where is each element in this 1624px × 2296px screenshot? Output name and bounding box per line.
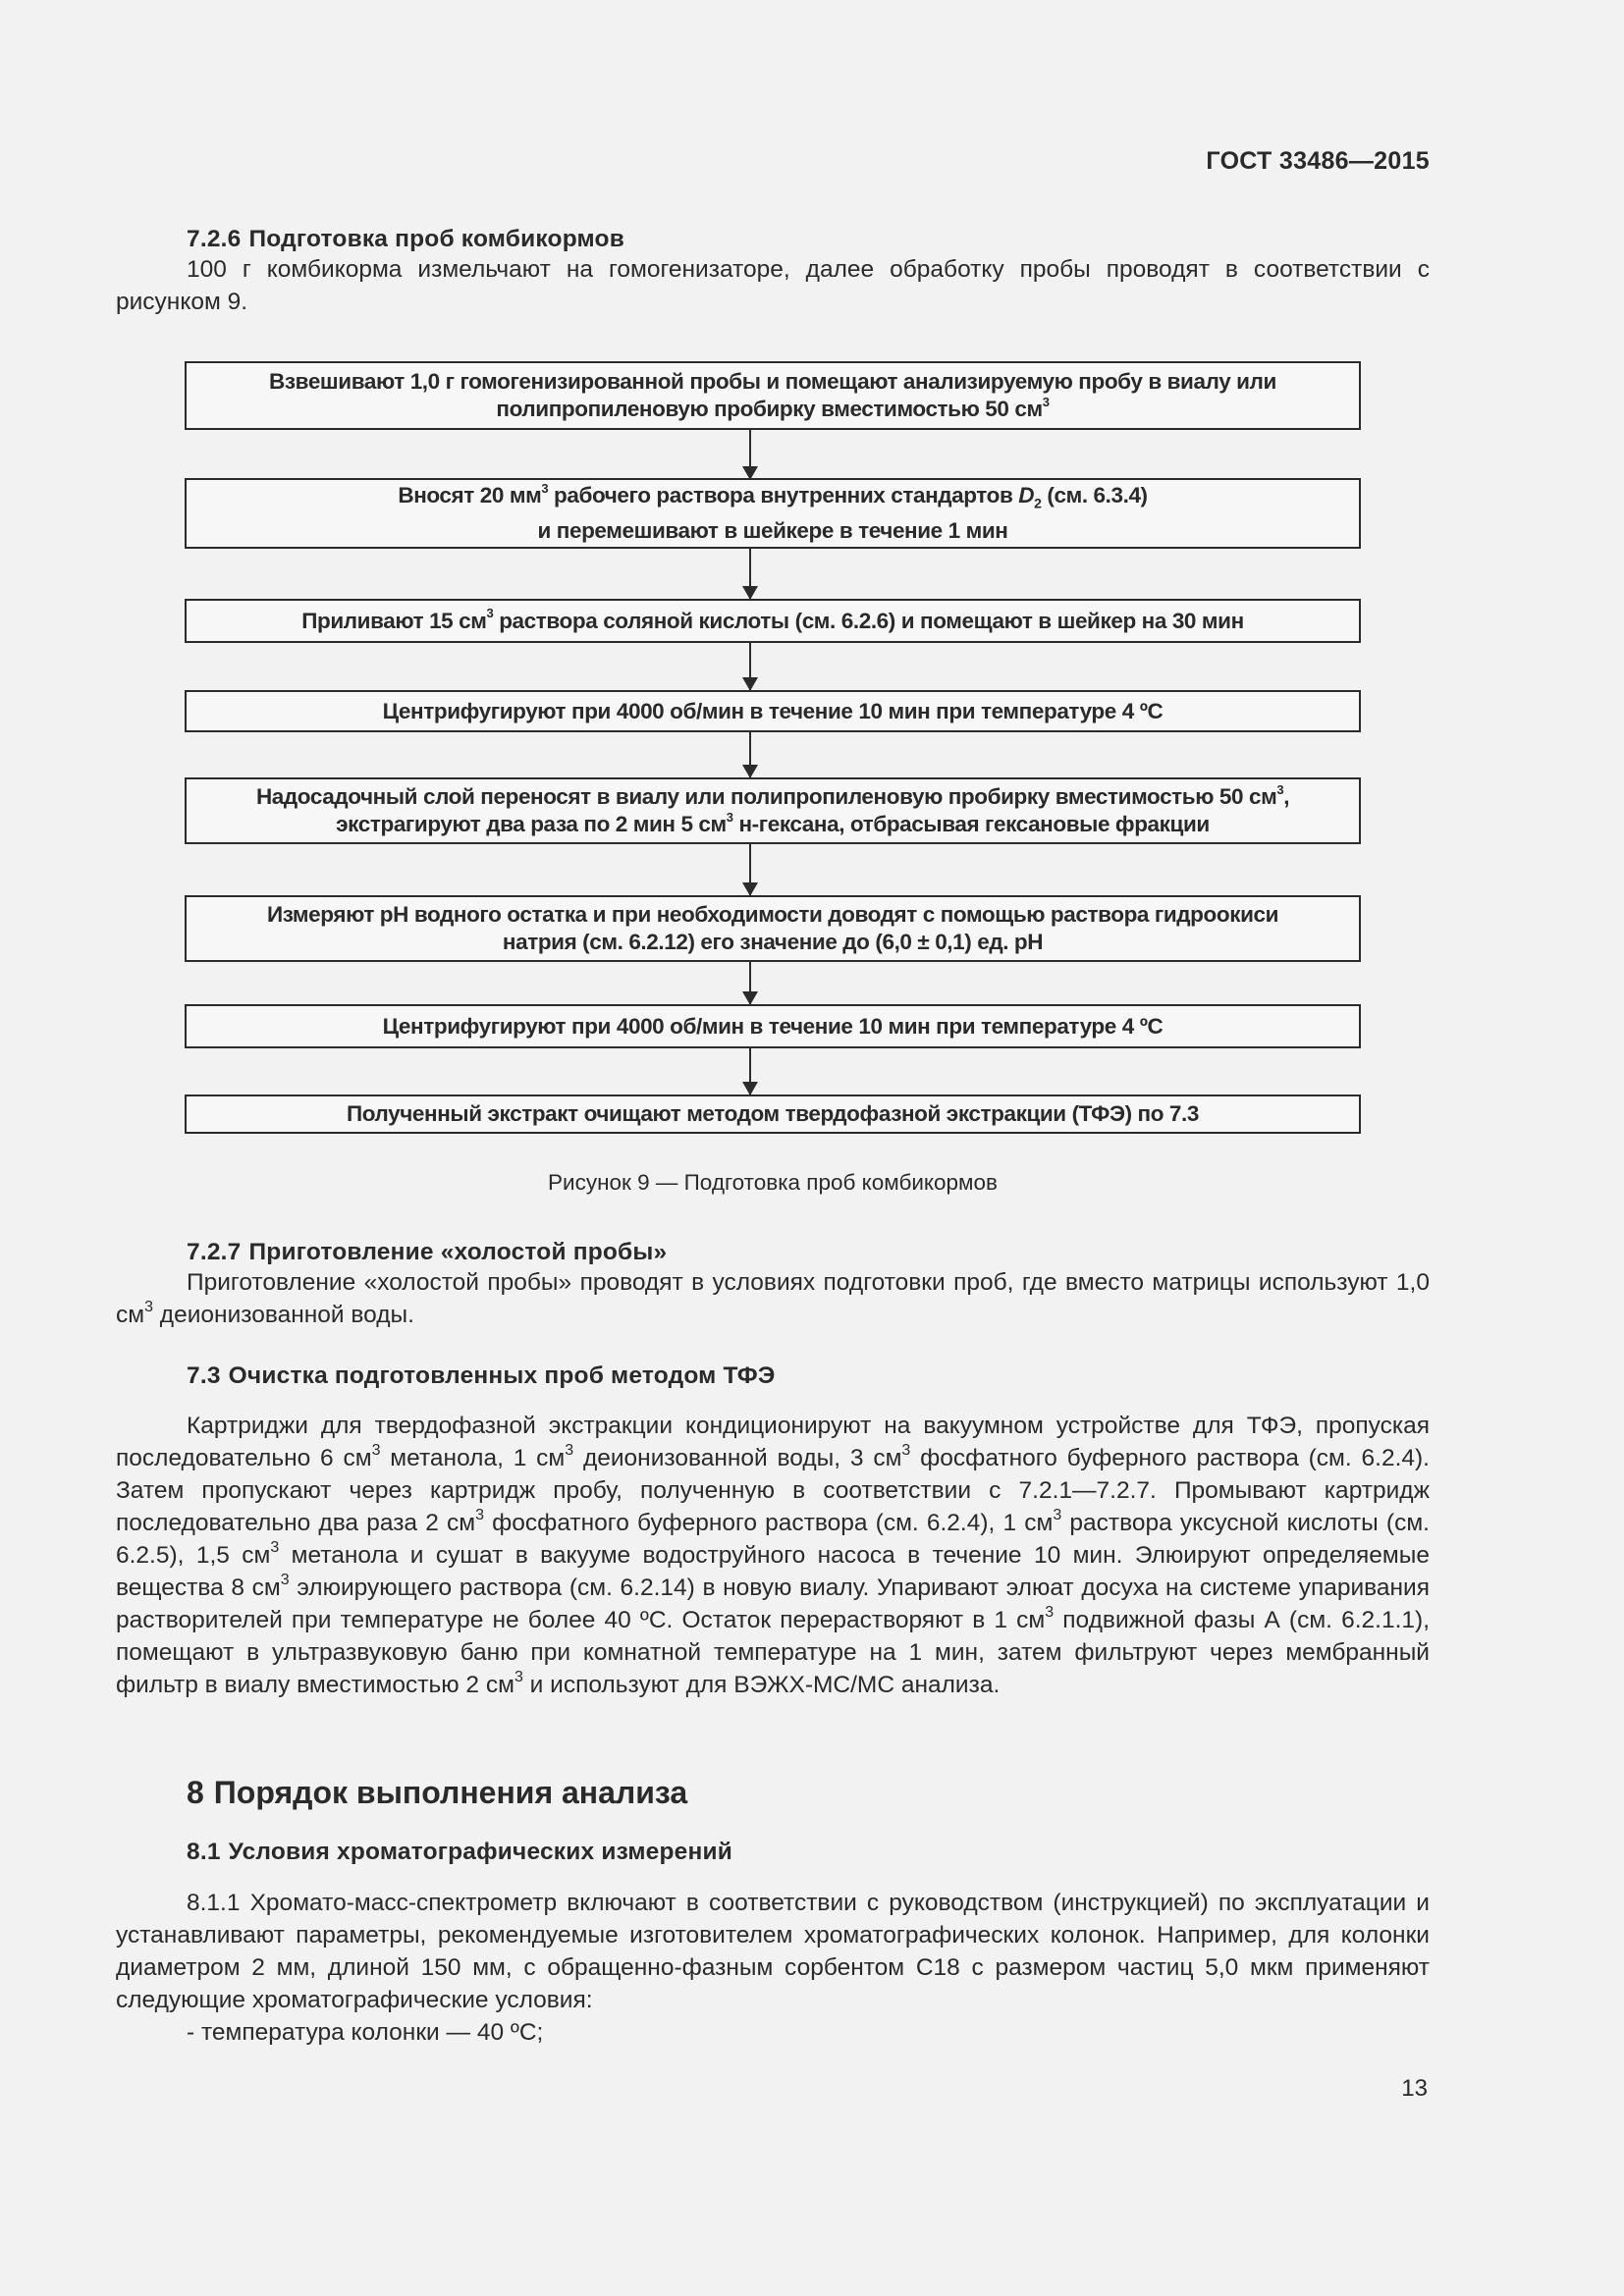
section-8-1 bbox=[116, 1839, 1430, 1866]
flow-arrow bbox=[749, 430, 751, 479]
flow-arrow bbox=[749, 1048, 751, 1095]
flow-arrow bbox=[749, 962, 751, 1004]
flow-step-2: Вносят 20 $мм^3$ рабочего раствора внутренних стандартов $D_2$ (см. 6.3.4) и перемешивают в шейкере в течение 1 мин bbox=[185, 478, 1361, 549]
section-8 bbox=[116, 1775, 1430, 1811]
flow-step-1: Взвешивают 1,0 г гомогенизированной пробы и помещают анализируемую пробу в виалу или полипропиленовую пробирку вместимостью 50 $см^3$ bbox=[185, 361, 1361, 430]
section-paragraph: 8.1.1 Хромато-масс-спектрометр включают в соответствии с руководством (инструкцией) по эксплуатации и устанавливают параметры, рекомендуемые изготовителем хроматографических колонок. Например, для колонки диаметром 2 мм, длиной 150 мм, с обращенно-фазным сорбентом С18 с размером частиц 5,0 мкм применяют следующие хроматографические условия: bbox=[116, 1890, 1430, 2013]
flow-arrow bbox=[749, 643, 751, 690]
flow-arrow bbox=[749, 732, 751, 777]
flow-step-6: Измеряют pH водного остатка и при необходимости доводят с помощью раствора гидроокиси натрия (см. 6.2.12) его значение до (6,0 ± 0,1) ед. pH bbox=[185, 895, 1361, 962]
section-8-1-1 bbox=[116, 1887, 1430, 2049]
flow-step-4: Центрифугируют при 4000 об/мин в течение 10 мин при температуре 4 ºС bbox=[185, 690, 1361, 732]
section-7-2-7 bbox=[116, 1239, 1430, 1331]
section-paragraph: Приготовление «холостой пробы» проводят в условиях подготовки проб, где вместо матрицы используют 1,0 $см^3$ деионизованной воды. bbox=[116, 1269, 1430, 1328]
section-paragraph: 100 г комбикорма измельчают на гомогенизаторе, далее обработку пробы проводят в соответствии с рисунком 9. bbox=[116, 256, 1430, 315]
section-heading: 7.3 Очистка подготовленных проб методом ТФЭ bbox=[187, 1362, 776, 1389]
flow-arrow bbox=[749, 844, 751, 895]
section-7-3 bbox=[116, 1362, 1430, 1701]
section-7-2-6 bbox=[116, 226, 1430, 318]
flow-step-7: Центрифугируют при 4000 об/мин в течение 10 мин при температуре 4 ºС bbox=[185, 1004, 1361, 1048]
figure-caption: Рисунок 9 — Подготовка проб комбикормов bbox=[548, 1170, 998, 1195]
flow-step-8: Полученный экстракт очищают методом твердофазной экстракции (ТФЭ) по 7.3 bbox=[185, 1095, 1361, 1134]
section-heading: 7.2.6 Подготовка проб комбикормов bbox=[187, 226, 624, 252]
flow-step-5: Надосадочный слой переносят в виалу или полипропиленовую пробирку вместимостью 50 $см^3$, экстрагируют два раза по 2 мин 5 $см^3$ н-гексана, отбрасывая гексановые фракции bbox=[185, 777, 1361, 844]
section-heading: 8.1 Условия хроматографических измерений bbox=[187, 1839, 733, 1865]
section-heading: 7.2.7 Приготовление «холостой пробы» bbox=[187, 1239, 668, 1265]
list-item: - температура колонки — 40 ºС; bbox=[187, 2019, 544, 2046]
flow-step-3: Приливают 15 $см^3$ раствора соляной кислоты (см. 6.2.6) и помещают в шейкер на 30 мин bbox=[185, 599, 1361, 643]
page-number: 13 bbox=[1401, 2075, 1428, 2102]
section-paragraph: Картриджи для твердофазной экстракции кондиционируют на вакуумном устройстве для ТФЭ, пропуская последовательно 6 $см^3$ метанола, 1 $см^3$ деионизованной воды, 3 $см^3$ фосфатного буферного раствора (см. 6.2.4). Затем пропускают через картридж пробу, полученную в соответствии с 7.2.1—7.2.7. Промывают картридж последовательно два раза 2 $см^3$ фосфатного буферного раствора (см. 6.2.4), 1 $см^3$ раствора уксусной кислоты (см. 6.2.5), 1,5 $см^3$ метанола и сушат в вакууме водоструйного насоса в течение 10 мин. Элюируют определяемые вещества 8 $см^3$ элюирующего раствора (см. 6.2.14) в новую виалу. Упаривают элюат досуха на системе упаривания растворителей при температуре не более 40 ºС. Остаток перерастворяют в 1 $см^3$ подвижной фазы А (см. 6.2.1.1), помещают в ультразвуковую баню при комнатной температуре на 1 мин, затем фильтруют через мембранный фильтр в виалу вместимостью 2 $см^3$ и используют для ВЭЖХ-МС/МС анализа. bbox=[116, 1413, 1431, 1698]
flow-arrow bbox=[749, 549, 751, 599]
chapter-heading: 8 Порядок выполнения анализа bbox=[187, 1775, 688, 1810]
document-code: ГОСТ 33486—2015 bbox=[1206, 147, 1430, 175]
